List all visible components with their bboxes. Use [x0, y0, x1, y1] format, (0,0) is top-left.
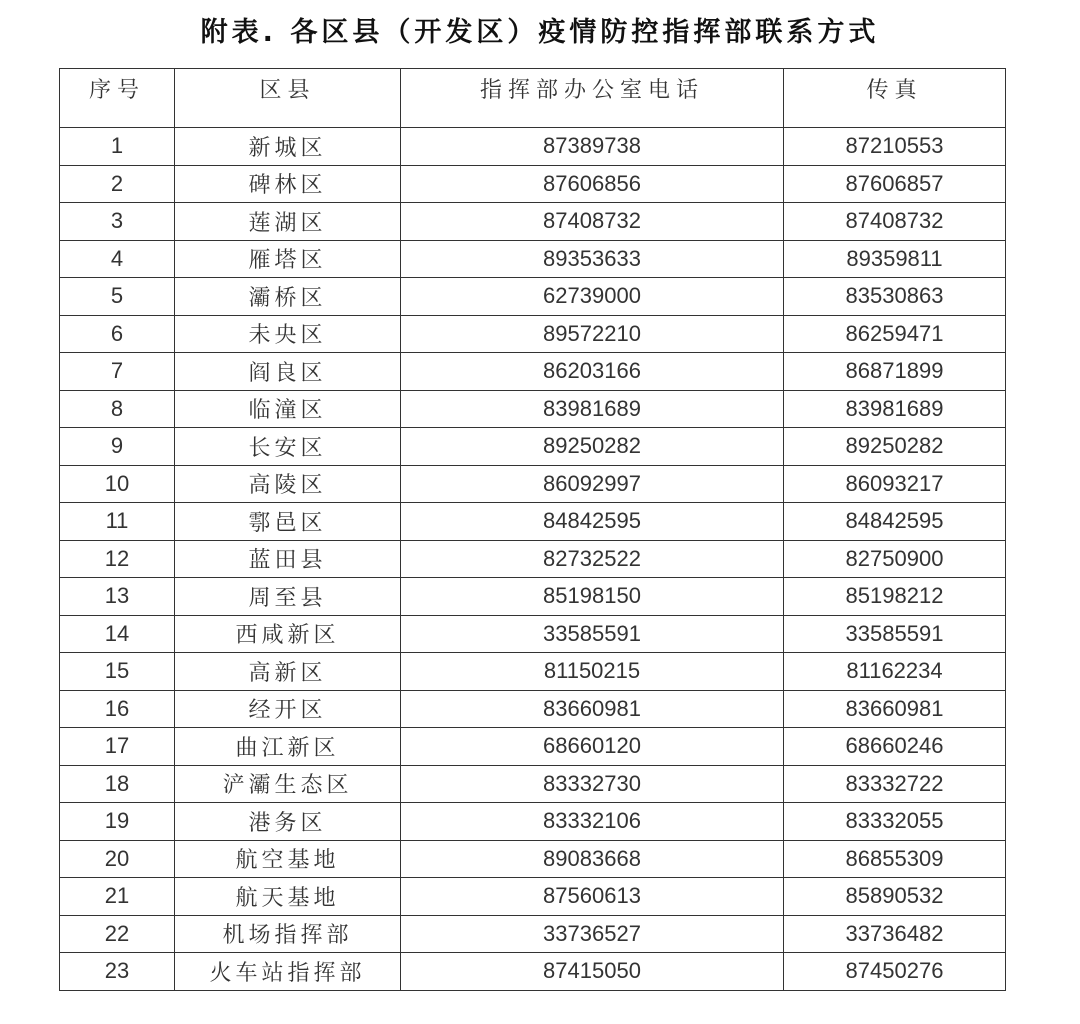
table-row [60, 915, 1006, 953]
cell-fax: 82750900 [784, 540, 1006, 578]
table-row [60, 803, 1006, 841]
cell-index: 18 [60, 765, 175, 803]
table-row [60, 353, 1006, 391]
table-row [60, 615, 1006, 653]
cell-district: 新城区 [175, 128, 401, 166]
cell-phone: 83332106 [401, 803, 784, 841]
cell-phone: 33736527 [401, 915, 784, 953]
table-row [60, 203, 1006, 241]
table-row [60, 278, 1006, 316]
cell-phone: 83981689 [401, 390, 784, 428]
cell-fax: 83660981 [784, 690, 1006, 728]
cell-district: 浐灞生态区 [175, 765, 401, 803]
table-row [60, 503, 1006, 541]
cell-index: 10 [60, 465, 175, 503]
header-index: 序号 [60, 69, 175, 128]
table-row [60, 728, 1006, 766]
cell-index: 11 [60, 503, 175, 541]
table-row [60, 540, 1006, 578]
cell-index: 22 [60, 915, 175, 953]
cell-district: 机场指挥部 [175, 915, 401, 953]
cell-fax: 87408732 [784, 203, 1006, 241]
cell-phone: 68660120 [401, 728, 784, 766]
cell-fax: 83530863 [784, 278, 1006, 316]
cell-phone: 87408732 [401, 203, 784, 241]
cell-phone: 84842595 [401, 503, 784, 541]
table-row [60, 315, 1006, 353]
cell-fax: 33585591 [784, 615, 1006, 653]
cell-district: 临潼区 [175, 390, 401, 428]
table-row [60, 165, 1006, 203]
cell-district: 灞桥区 [175, 278, 401, 316]
table-body [60, 128, 1006, 991]
cell-phone: 87415050 [401, 953, 784, 991]
table-row [60, 428, 1006, 466]
header-district: 区县 [175, 69, 401, 128]
cell-fax: 85198212 [784, 578, 1006, 616]
cell-index: 2 [60, 165, 175, 203]
cell-fax: 86855309 [784, 840, 1006, 878]
table-row [60, 240, 1006, 278]
cell-fax: 83332055 [784, 803, 1006, 841]
cell-district: 鄠邑区 [175, 503, 401, 541]
cell-district: 雁塔区 [175, 240, 401, 278]
cell-fax: 87210553 [784, 128, 1006, 166]
table-header-row [60, 69, 1006, 128]
cell-phone: 89353633 [401, 240, 784, 278]
cell-phone: 87389738 [401, 128, 784, 166]
table-row [60, 128, 1006, 166]
cell-index: 14 [60, 615, 175, 653]
cell-phone: 87560613 [401, 878, 784, 916]
cell-phone: 86092997 [401, 465, 784, 503]
cell-phone: 87606856 [401, 165, 784, 203]
cell-index: 21 [60, 878, 175, 916]
cell-fax: 86871899 [784, 353, 1006, 391]
table-row [60, 953, 1006, 991]
cell-district: 经开区 [175, 690, 401, 728]
cell-phone: 83660981 [401, 690, 784, 728]
header-fax: 传真 [784, 69, 1006, 128]
cell-index: 1 [60, 128, 175, 166]
cell-phone: 86203166 [401, 353, 784, 391]
cell-fax: 86259471 [784, 315, 1006, 353]
cell-district: 港务区 [175, 803, 401, 841]
cell-index: 23 [60, 953, 175, 991]
cell-fax: 87450276 [784, 953, 1006, 991]
cell-phone: 62739000 [401, 278, 784, 316]
cell-index: 8 [60, 390, 175, 428]
cell-district: 长安区 [175, 428, 401, 466]
table-row [60, 465, 1006, 503]
table-row [60, 765, 1006, 803]
cell-district: 碑林区 [175, 165, 401, 203]
cell-district: 西咸新区 [175, 615, 401, 653]
cell-fax: 81162234 [784, 653, 1006, 691]
cell-phone: 89572210 [401, 315, 784, 353]
cell-index: 3 [60, 203, 175, 241]
cell-district: 未央区 [175, 315, 401, 353]
table-row [60, 878, 1006, 916]
contact-table [59, 68, 1006, 991]
cell-phone: 83332730 [401, 765, 784, 803]
page-title: 附表. 各区县（开发区）疫情防控指挥部联系方式 [200, 17, 880, 48]
cell-index: 20 [60, 840, 175, 878]
cell-district: 莲湖区 [175, 203, 401, 241]
cell-fax: 85890532 [784, 878, 1006, 916]
table-row [60, 653, 1006, 691]
table-row [60, 690, 1006, 728]
cell-district: 火车站指挥部 [175, 953, 401, 991]
table-row [60, 840, 1006, 878]
cell-district: 阎良区 [175, 353, 401, 391]
cell-phone: 89083668 [401, 840, 784, 878]
cell-fax: 89359811 [784, 240, 1006, 278]
cell-fax: 68660246 [784, 728, 1006, 766]
cell-district: 蓝田县 [175, 540, 401, 578]
cell-district: 高陵区 [175, 465, 401, 503]
cell-district: 周至县 [175, 578, 401, 616]
cell-fax: 33736482 [784, 915, 1006, 953]
cell-fax: 86093217 [784, 465, 1006, 503]
cell-phone: 82732522 [401, 540, 784, 578]
cell-index: 13 [60, 578, 175, 616]
cell-index: 5 [60, 278, 175, 316]
cell-fax: 87606857 [784, 165, 1006, 203]
cell-district: 航空基地 [175, 840, 401, 878]
cell-district: 曲江新区 [175, 728, 401, 766]
cell-index: 15 [60, 653, 175, 691]
cell-district: 高新区 [175, 653, 401, 691]
cell-index: 4 [60, 240, 175, 278]
cell-index: 17 [60, 728, 175, 766]
cell-phone: 85198150 [401, 578, 784, 616]
cell-index: 6 [60, 315, 175, 353]
cell-index: 7 [60, 353, 175, 391]
cell-fax: 84842595 [784, 503, 1006, 541]
cell-index: 16 [60, 690, 175, 728]
cell-fax: 83981689 [784, 390, 1006, 428]
cell-index: 12 [60, 540, 175, 578]
cell-fax: 83332722 [784, 765, 1006, 803]
cell-phone: 33585591 [401, 615, 784, 653]
cell-fax: 89250282 [784, 428, 1006, 466]
table-row [60, 578, 1006, 616]
cell-phone: 89250282 [401, 428, 784, 466]
cell-index: 9 [60, 428, 175, 466]
table-row [60, 390, 1006, 428]
header-phone: 指挥部办公室电话 [401, 69, 784, 128]
cell-index: 19 [60, 803, 175, 841]
cell-district: 航天基地 [175, 878, 401, 916]
cell-phone: 81150215 [401, 653, 784, 691]
